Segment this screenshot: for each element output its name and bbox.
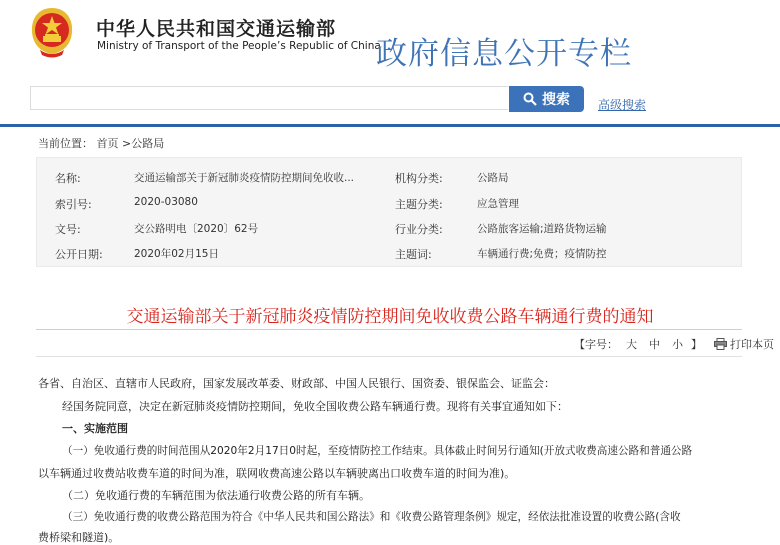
- body-addressee: 各省、自治区、直辖市人民政府，国家发展改革委、财政部、中国人民银行、国资委、银保监会、证监会：: [38, 377, 555, 390]
- date-label: 公开日期:: [55, 248, 103, 261]
- print-page-button[interactable]: [714, 336, 774, 352]
- body-paragraph: 费桥梁和隧道)。: [38, 531, 120, 544]
- banner-title: 政府信息公开专栏: [376, 36, 632, 72]
- topic-value: 应急管理: [477, 198, 519, 210]
- font-size-medium-button[interactable]: 中: [649, 338, 660, 351]
- printer-icon: [714, 338, 727, 350]
- font-size-small-button[interactable]: 小: [672, 338, 683, 351]
- search-icon: [523, 92, 537, 106]
- breadcrumb-label: 当前位置：: [38, 137, 93, 150]
- body-paragraph: 以车辆通过收费站收费车道的时间为准，联网收费高速公路以车辆驶离出口收费车道的时间为准)。: [38, 467, 516, 480]
- font-size-prefix: 【字号：: [574, 338, 618, 351]
- org-value: 公路局: [477, 172, 509, 184]
- breadcrumb: [38, 135, 164, 151]
- search-button[interactable]: [509, 86, 584, 112]
- tools-divider: [36, 356, 742, 357]
- name-label: 名称:: [55, 172, 81, 185]
- advanced-search-link[interactable]: 高级搜索: [598, 98, 647, 112]
- index-label: 索引号:: [55, 198, 92, 211]
- search-button-label: 搜索: [542, 91, 570, 107]
- docno-value: 交公路明电〔2020〕62号: [134, 223, 259, 235]
- breadcrumb-home-link[interactable]: 首页: [96, 137, 119, 150]
- body-paragraph: （二）免收通行费的车辆范围为依法通行收费公路的所有车辆。: [62, 489, 370, 502]
- header-divider: [0, 124, 780, 127]
- ministry-name-cn: 中华人民共和国交通运输部: [96, 18, 337, 40]
- topic-label: 主题分类:: [395, 198, 443, 211]
- title-divider: [36, 329, 742, 330]
- ministry-name-en: Ministry of Transport of the People’s Republic of China: [97, 40, 381, 52]
- date-value: 2020年02月15日: [134, 248, 219, 260]
- docno-label: 文号:: [55, 223, 81, 236]
- search-input[interactable]: [30, 86, 508, 110]
- font-size-large-button[interactable]: 大: [626, 338, 637, 351]
- document-title: 交通运输部关于新冠肺炎疫情防控期间免收收费公路车辆通行费的通知: [126, 307, 654, 327]
- body-intro: 经国务院同意，决定在新冠肺炎疫情防控期间，免收全国收费公路车辆通行费。现将有关事宜通知如下：: [62, 400, 568, 413]
- national-emblem-icon: [28, 6, 76, 58]
- name-value: 交通运输部关于新冠肺炎疫情防控期间免收收...: [134, 172, 355, 184]
- index-value: 2020-03080: [134, 196, 198, 208]
- body-paragraph: （一）免收通行费的时间范围从2020年2月17日0时起，至疫情防控工作结束。具体截止时间另行通知(开放式收费高速公路和普通公路: [62, 445, 693, 457]
- section-heading: 一、实施范围: [62, 422, 128, 435]
- keywords-value: 车辆通行费;免费；疫情防控: [477, 248, 607, 260]
- body-paragraph: （三）免收通行费的收费公路范围为符合《中华人民共和国公路法》和《收费公路管理条例》规定，经依法批准设置的收费公路(含收: [62, 511, 681, 523]
- breadcrumb-current-link[interactable]: >公路局: [122, 137, 165, 150]
- org-label: 机构分类:: [395, 172, 443, 185]
- industry-label: 行业分类:: [395, 223, 443, 236]
- keywords-label: 主题词:: [395, 248, 432, 261]
- document-info-table: [36, 157, 742, 267]
- industry-value: 公路旅客运输;道路货物运输: [477, 223, 607, 235]
- font-size-suffix: 】: [691, 338, 702, 351]
- print-label: 打印本页: [730, 338, 774, 351]
- font-size-tools: [574, 336, 774, 352]
